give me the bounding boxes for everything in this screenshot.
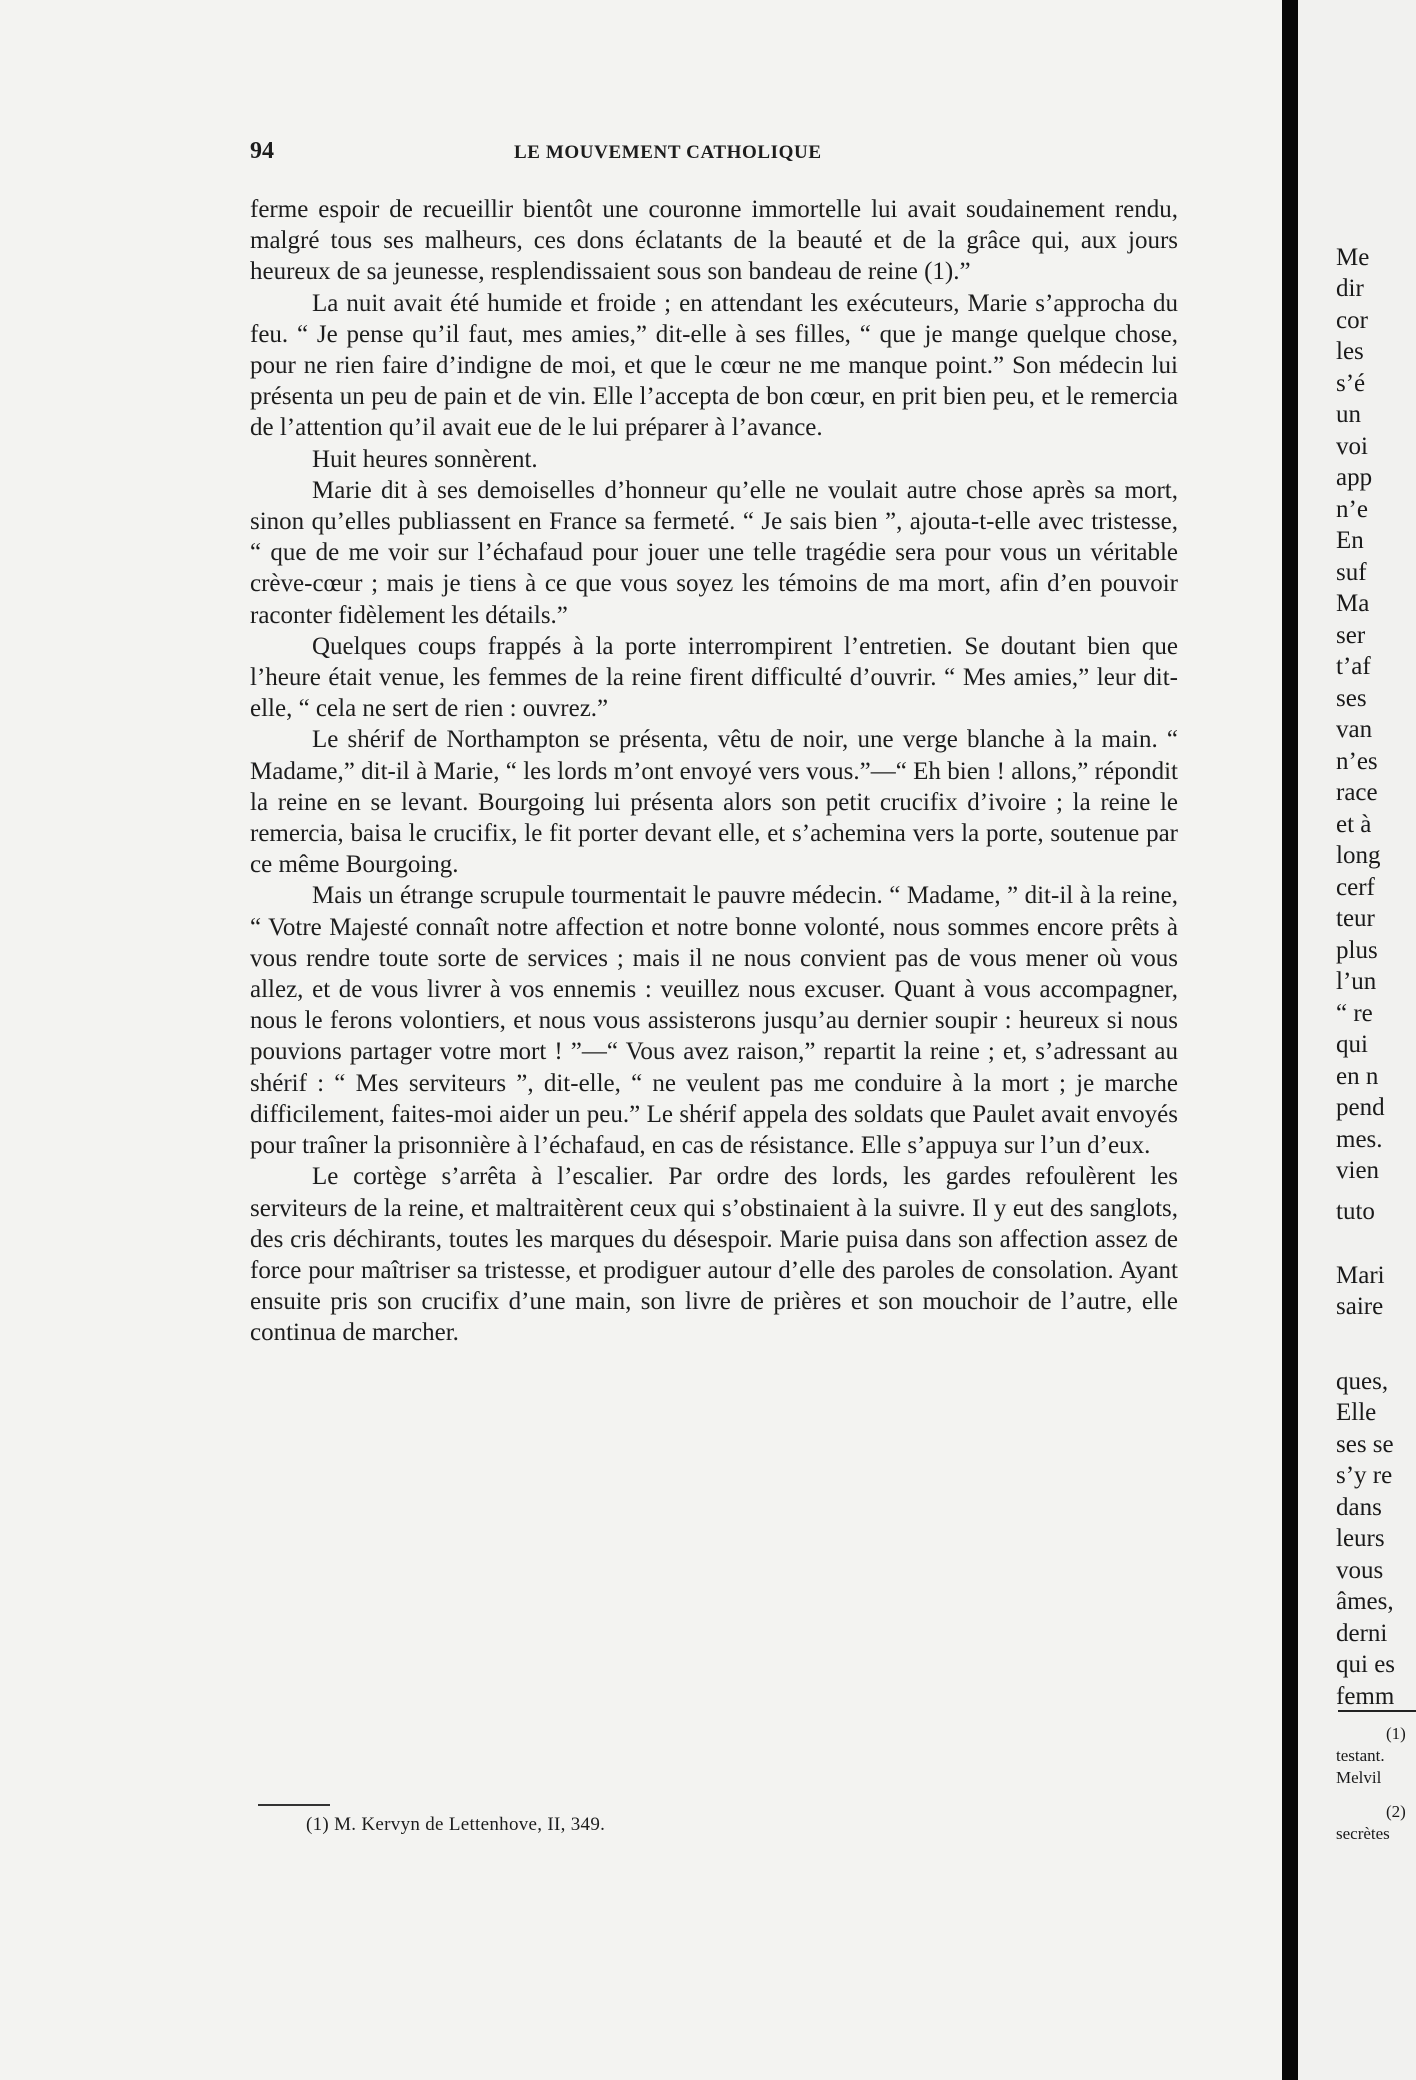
facing-page-line: race xyxy=(1336,779,1378,806)
facing-page-line: dans xyxy=(1336,1494,1382,1521)
footnote: (1) M. Kervyn de Lettenhove, II, 349. xyxy=(306,1814,606,1835)
facing-page-line: âmes, xyxy=(1336,1588,1394,1615)
facing-page-line: derni xyxy=(1336,1620,1388,1647)
facing-page-line: app xyxy=(1336,464,1373,491)
facing-page-line: ses se xyxy=(1336,1431,1394,1458)
facing-page-note: testant. xyxy=(1336,1746,1385,1765)
facing-page-line: suf xyxy=(1336,559,1367,586)
paragraph: Le cortège s’arrêta à l’escalier. Par ordre des lords, les gardes refoulèrent les serviteurs de la reine, et maltraitèrent ceux qui s’obstinaient à la suivre. Il y eut des sanglots, des cris déchirants, toutes les marques du désespoir. Marie puisa dans son affection assez de force pour maîtriser sa tristesse, et prodiguer autour d’elle des paroles de consolation. Ayant ensuite pris son crucifix d’une main, son livre de prières et son mouchoir de l’autre, elle continua de marcher. xyxy=(250,1163,1178,1347)
facing-page-line: leurs xyxy=(1336,1525,1385,1552)
facing-page-note: (1) xyxy=(1386,1724,1406,1743)
body-text xyxy=(250,194,1178,1349)
facing-page-line: pend xyxy=(1336,1094,1385,1121)
facing-page-line: ser xyxy=(1336,622,1366,649)
facing-page-line: plus xyxy=(1336,937,1378,964)
facing-page-line: Ma xyxy=(1336,590,1370,617)
running-title: LE MOUVEMENT CATHOLIQUE xyxy=(514,142,822,163)
facing-page-line: “ re xyxy=(1336,1000,1373,1027)
facing-page-line: teur xyxy=(1336,905,1375,932)
facing-page-line: ses xyxy=(1336,685,1367,712)
facing-page-line: Elle xyxy=(1336,1399,1377,1426)
facing-page-line: Mari xyxy=(1336,1262,1385,1289)
facing-page-footnote-divider xyxy=(1338,1710,1416,1712)
facing-page-line: s’é xyxy=(1336,370,1366,397)
paragraph: Le shérif de Northampton se présenta, vêtu de noir, une verge blanche à la main. “ Madame,” dit-il à Marie, “ les lords m’ont envoyé vers vous.”—“ Eh bien ! allons,” répondit la reine en se levant. Bourgoing lui présenta alors son petit crucifix d’ivoire ; la reine le remercia, baisa le crucifix, le fit porter devant elle, et s’achemina vers la porte, soutenue par ce même Bourgoing. xyxy=(250,726,1178,879)
facing-page-line: vous xyxy=(1336,1557,1384,1584)
facing-page-note: secrètes xyxy=(1336,1824,1390,1843)
facing-page-line: qui xyxy=(1336,1031,1368,1058)
facing-page-edge xyxy=(1298,0,1416,2080)
facing-page-line: mes. xyxy=(1336,1126,1383,1153)
page-header xyxy=(250,138,1170,168)
facing-page-line: s’y re xyxy=(1336,1462,1393,1489)
facing-page-line: en n xyxy=(1336,1063,1379,1090)
facing-page-line: dir xyxy=(1336,275,1364,302)
paragraph: Huit heures sonnèrent. xyxy=(312,445,538,473)
facing-page-line: voi xyxy=(1336,433,1368,460)
facing-page-line: Me xyxy=(1336,244,1370,271)
paragraph: Marie dit à ses demoiselles d’honneur qu’elle ne voulait autre chose après sa mort, sinon qu’elles publiassent en France sa fermeté. “ Je sais bien ”, ajouta-t-elle avec tristesse, “ que de me voir sur l’échafaud pour jouer une telle tragédie sera pour vous un véritable crève-cœur ; mais je tiens à ce que vous soyez les témoins de ma mort, afin d’en pouvoir raconter fidèlement les détails.” xyxy=(250,476,1178,629)
paragraph: Quelques coups frappés à la porte interrompirent l’entretien. Se doutant bien que l’heure était venue, les femmes de la reine firent difficulté d’ouvrir. “ Mes amies,” leur dit-elle, “ cela ne sert de rien : ouvrez.” xyxy=(250,632,1178,723)
facing-page-line: et à xyxy=(1336,811,1372,838)
facing-page-line: un xyxy=(1336,401,1361,428)
footnote-divider xyxy=(258,1804,330,1806)
facing-page-line: cerf xyxy=(1336,874,1375,901)
facing-page-line: qui es xyxy=(1336,1651,1396,1678)
facing-page-line: vien xyxy=(1336,1157,1380,1184)
facing-page-line: n’e xyxy=(1336,496,1368,523)
facing-page-line: tuto xyxy=(1336,1198,1375,1225)
facing-page-note: (2) xyxy=(1386,1802,1406,1821)
facing-page-line: long xyxy=(1336,842,1381,869)
facing-page-line: les xyxy=(1336,338,1364,365)
book-gutter xyxy=(1282,0,1298,2080)
facing-page-line: van xyxy=(1336,716,1373,743)
facing-page-line: t’af xyxy=(1336,653,1371,680)
paragraph: Mais un étrange scrupule tourmentait le pauvre médecin. “ Madame, ” dit-il à la reine, “ Votre Majesté connaît notre affection et notre bonne volonté, nous sommes encore prêts à vous rendre toute sorte de services ; mais il ne nous convient pas de vous mener où vous allez, et de vous livrer à vos ennemis : veuillez nous excuser. Quant à vous accompagner, nous le ferons volontiers, et nous vous assisterons jusqu’au dernier soupir : heureux si nous pouvions partager votre mort ! ”—“ Vous avez raison,” repartit la reine ; et, s’adressant au shérif : “ Mes serviteurs ”, dit-elle, “ ne veulent pas me conduire à la mort ; je marche difficilement, faites-moi aider un peu.” Le shérif appela des soldats que Paulet avait envoyés pour traîner la prisonnière à l’échafaud, en cas de résistance. Elle s’appuya sur l’un d’eux. xyxy=(250,882,1178,1160)
facing-page-line: femm xyxy=(1336,1683,1395,1710)
paragraph: La nuit avait été humide et froide ; en attendant les exécuteurs, Marie s’approcha du feu. “ Je pense qu’il faut, mes amies,” dit-elle à ses filles, “ que je mange quelque chose, pour ne rien faire d’indigne de moi, et que le cœur ne me manque point.” Son médecin lui présenta un peu de pain et de vin. Elle l’accepta de bon cœur, en prit bien peu, et le remercia de l’attention qu’il avait eue de le lui préparer à l’avance. xyxy=(250,289,1178,442)
paragraph: ferme espoir de recueillir bientôt une couronne immortelle lui avait soudainement rendu, malgré tous ses malheurs, ces dons éclatants de la beauté et de la grâce qui, aux jours heureux de sa jeunesse, resplendissaient sous son bandeau de reine (1).” xyxy=(250,196,1178,286)
facing-page-line: ques, xyxy=(1336,1368,1389,1395)
facing-page-line: En xyxy=(1336,527,1364,554)
page-number: 94 xyxy=(250,138,274,164)
facing-page-line: l’un xyxy=(1336,968,1377,995)
facing-page-line: cor xyxy=(1336,307,1368,334)
facing-page-note: Melvil xyxy=(1336,1768,1382,1787)
facing-page-line: saire xyxy=(1336,1293,1384,1320)
facing-page-line: n’es xyxy=(1336,748,1378,775)
